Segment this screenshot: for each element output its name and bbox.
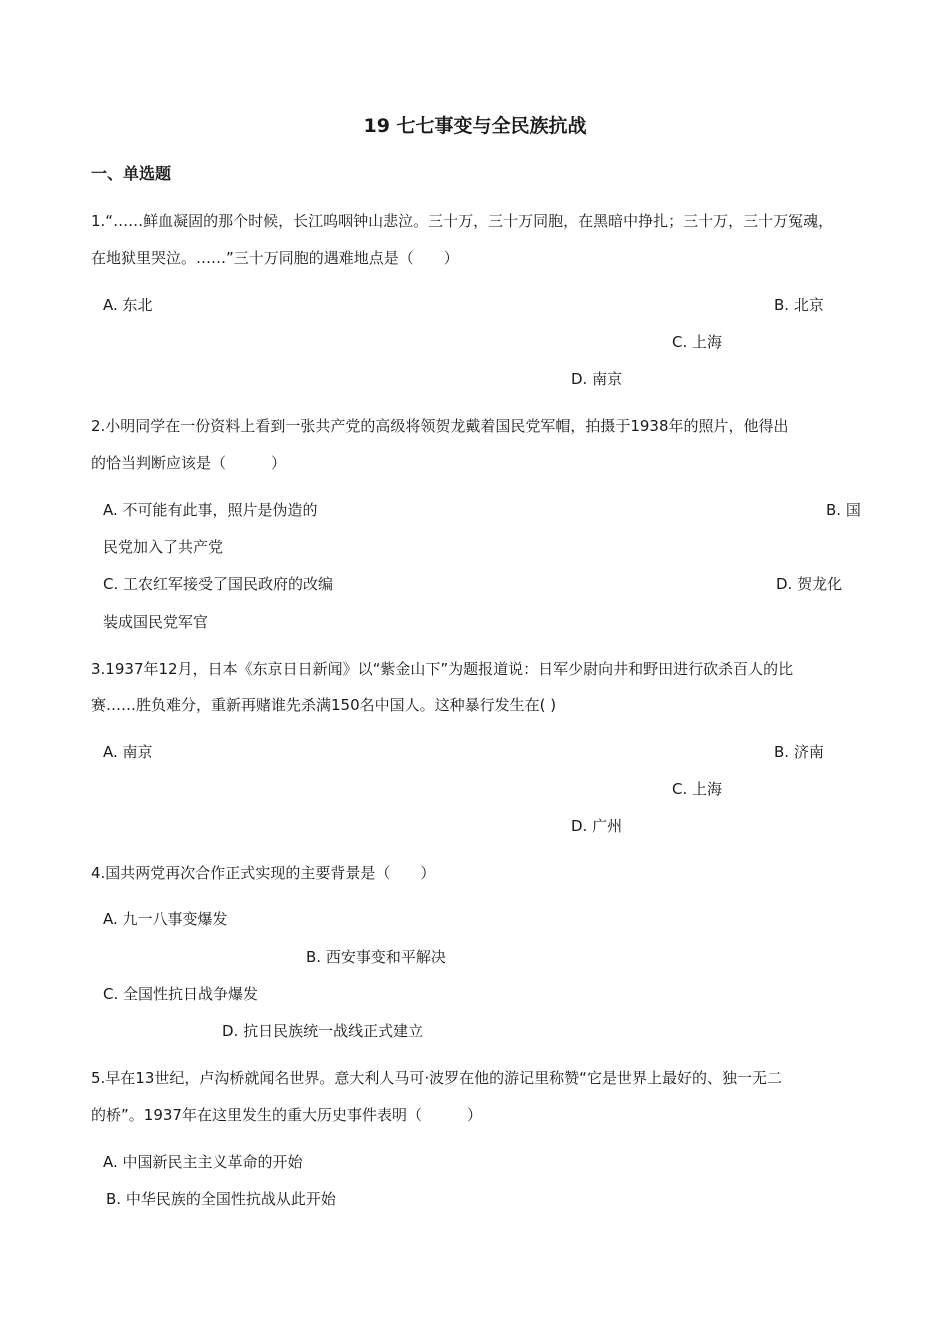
question-stem-line: 1.“……鲜血凝固的那个时候，长江呜咽钟山悲泣。三十万，三十万同胞，在黑暗中挣扎；三十万，三十万冤魂， [91, 212, 834, 230]
question-stem-line: 5.早在13世纪，卢沟桥就闻名世界。意大利人马可·波罗在他的游记里称赞“它是世界上最好的、独一无二 [91, 1069, 782, 1087]
question-stem-line: 的桥”。1937年在这里发生的重大历史事件表明（ ） [91, 1106, 482, 1124]
option-b[interactable]: B. 中华民族的全国性抗战从此开始 [106, 1190, 336, 1208]
option-d-continuation[interactable]: 装成国民党军官 [103, 613, 209, 631]
option-b[interactable]: B. 国 [826, 501, 861, 519]
page-title: 19 七七事变与全民族抗战 [363, 115, 587, 137]
option-d[interactable]: D. 广州 [571, 817, 623, 835]
question-stem-line: 4.国共两党再次合作正式实现的主要背景是（ ） [91, 864, 436, 882]
option-d[interactable]: D. 抗日民族统一战线正式建立 [222, 1022, 424, 1040]
option-c[interactable]: C. 工农红军接受了国民政府的改编 [103, 575, 334, 593]
option-b[interactable]: B. 西安事变和平解决 [306, 948, 446, 966]
option-a[interactable]: A. 中国新民主主义革命的开始 [103, 1153, 303, 1171]
option-b-continuation[interactable]: 民党加入了共产党 [103, 538, 224, 556]
question-stem-line: 赛……胜负难分，重新再赌谁先杀满150名中国人。这种暴行发生在( ) [91, 696, 557, 714]
section-heading: 一、单选题 [91, 164, 172, 183]
option-a[interactable]: A. 东北 [103, 296, 153, 314]
option-c[interactable]: C. 上海 [672, 780, 723, 798]
option-a[interactable]: A. 九一八事变爆发 [103, 910, 228, 928]
option-a[interactable]: A. 不可能有此事，照片是伪造的 [103, 501, 318, 519]
option-c[interactable]: C. 上海 [672, 333, 723, 351]
question-stem-line: 3.1937年12月，日本《东京日日新闻》以“紫金山下”为题报道说：日军少尉向井和野田进行砍杀百人的比 [91, 660, 794, 678]
option-b[interactable]: B. 济南 [774, 743, 824, 761]
option-d[interactable]: D. 贺龙化 [776, 575, 843, 593]
question-stem-line: 2.小明同学在一份资料上看到一张共产党的高级将领贺龙戴着国民党军帽，拍摄于1938年的照片，他得出 [91, 417, 789, 435]
question-stem-line: 的恰当判断应该是（ ） [91, 454, 287, 472]
option-b[interactable]: B. 北京 [774, 296, 824, 314]
question-stem-line: 在地狱里哭泣。……”三十万同胞的遇难地点是（ ） [91, 249, 459, 267]
option-a[interactable]: A. 南京 [103, 743, 153, 761]
option-d[interactable]: D. 南京 [571, 370, 623, 388]
option-c[interactable]: C. 全国性抗日战争爆发 [103, 985, 259, 1003]
